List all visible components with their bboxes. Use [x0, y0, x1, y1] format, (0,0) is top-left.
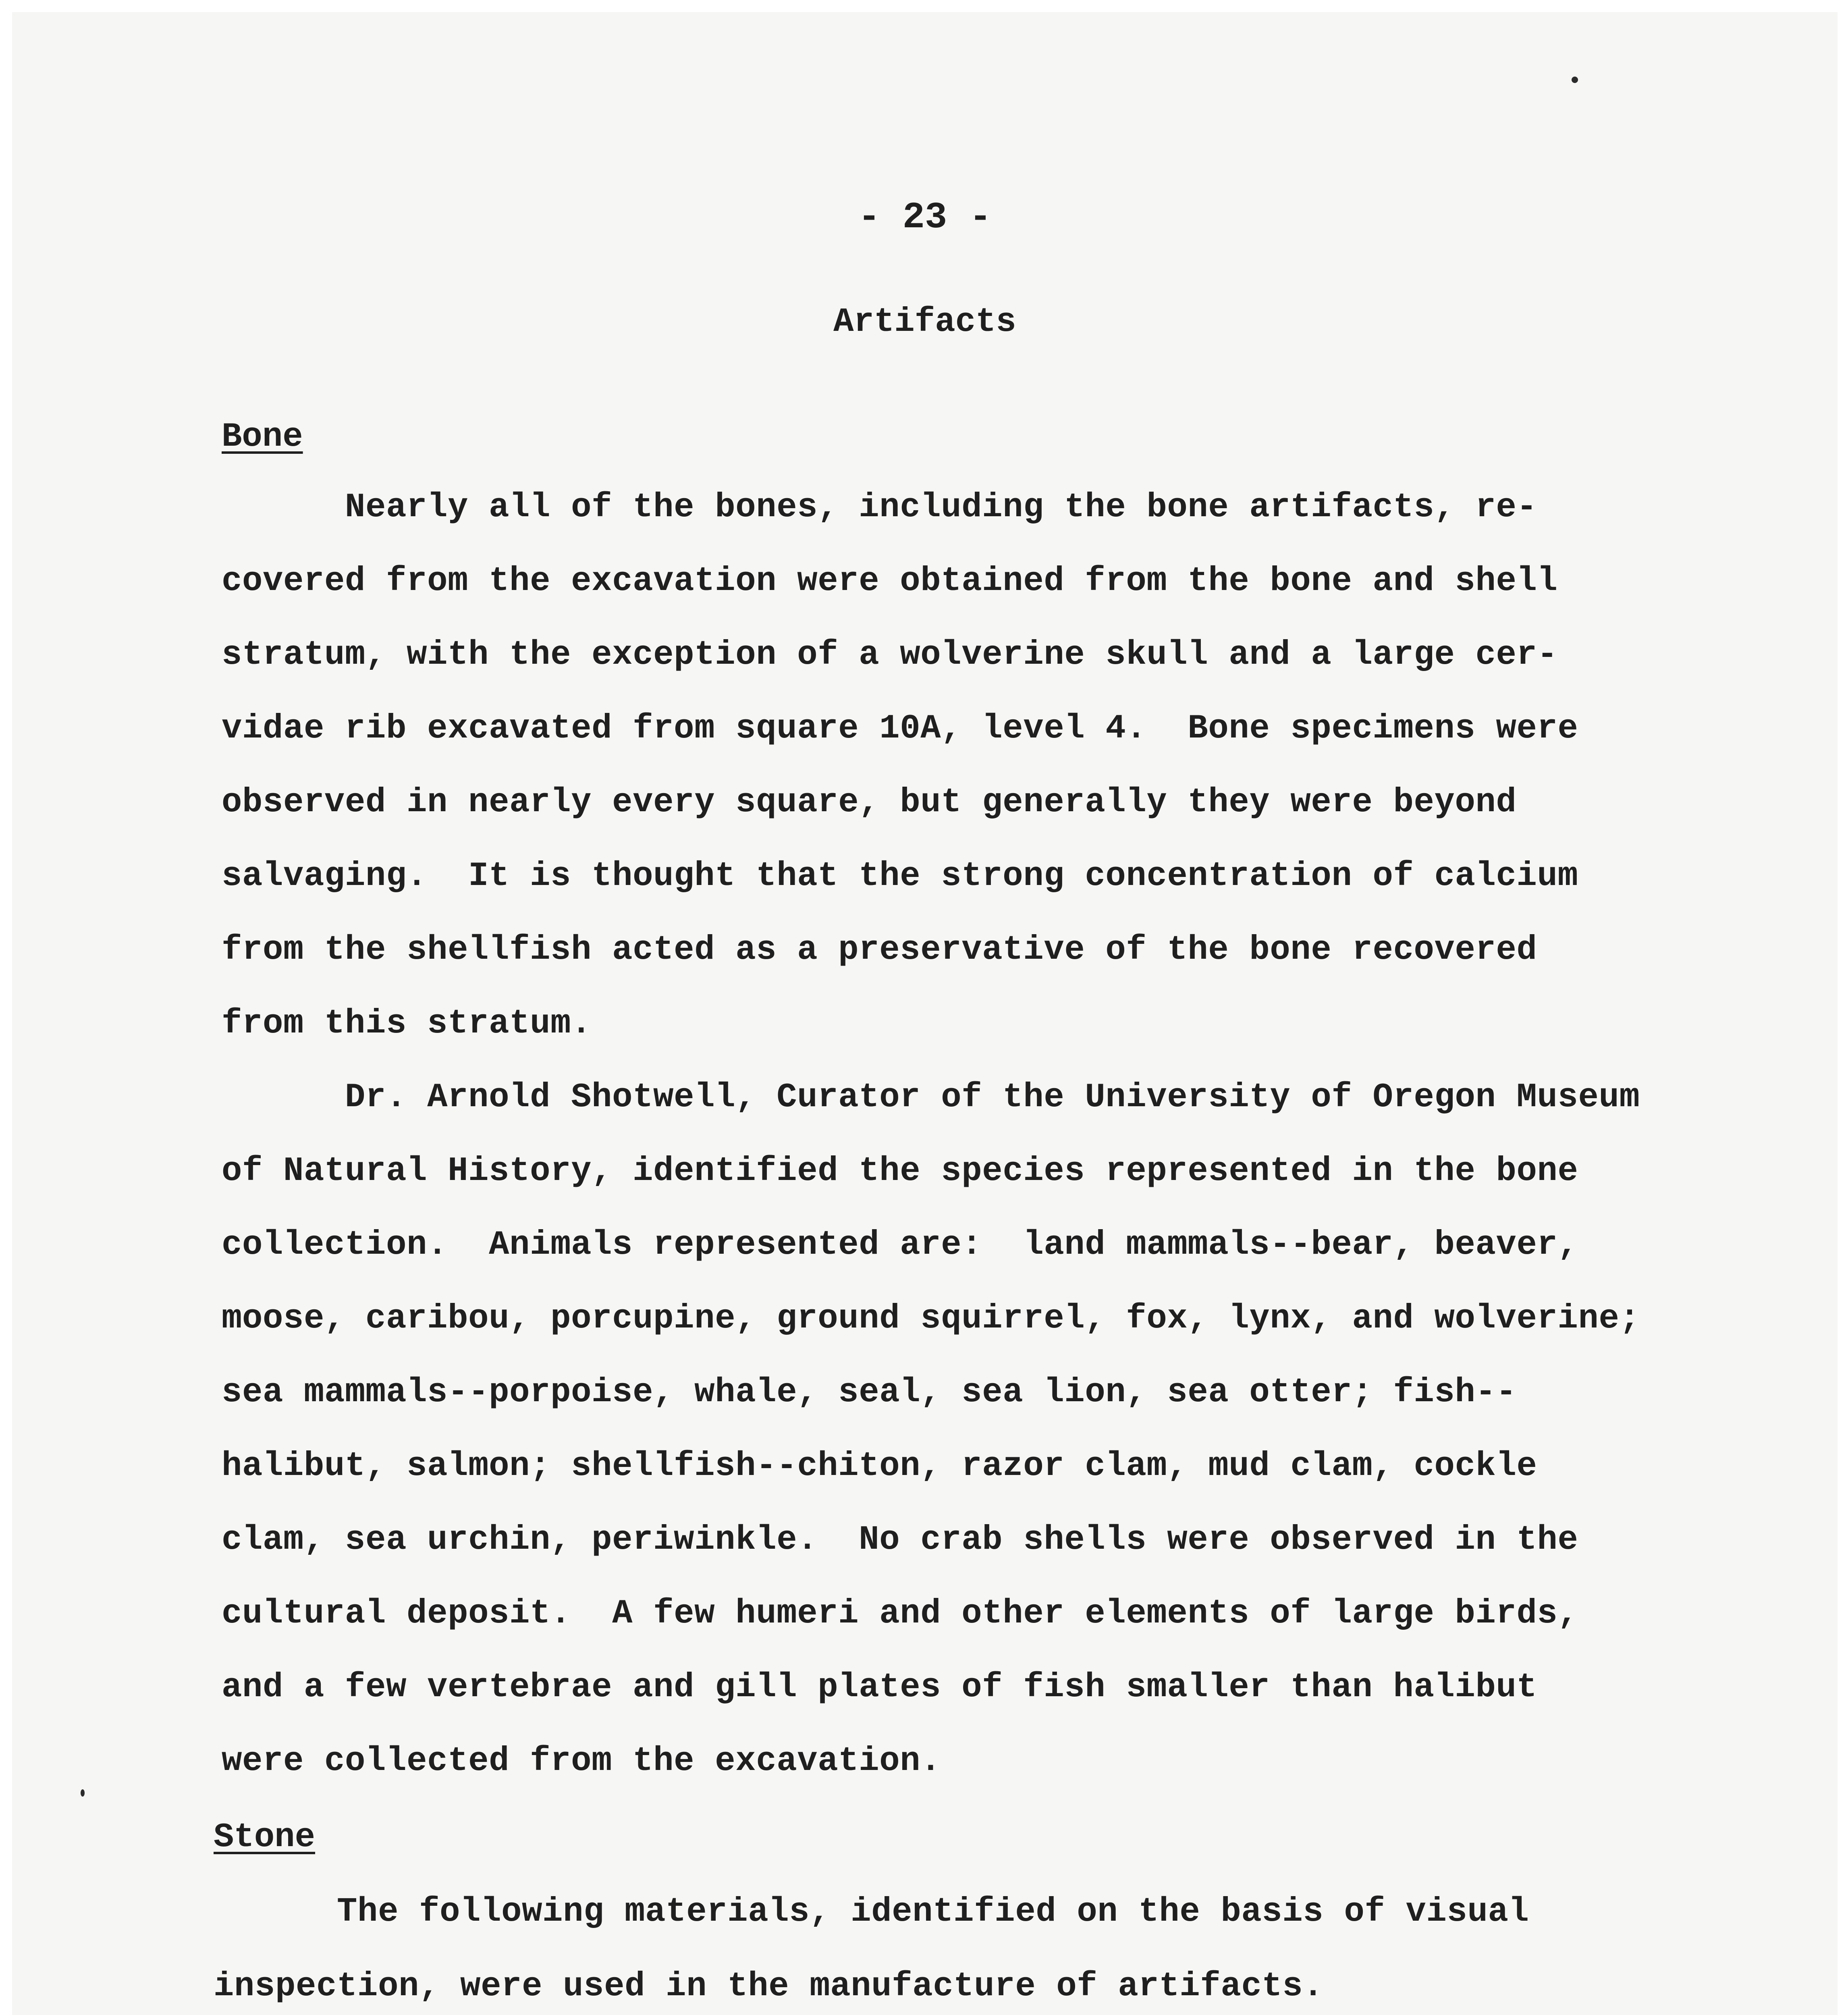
text-line: collection. Animals represented are: land mammals--bear, beaver,: [222, 1226, 1578, 1264]
text-line: from the shellfish acted as a preservative of the bone recovered: [222, 931, 1537, 969]
text-line: of Natural History, identified the species represented in the bone: [222, 1152, 1578, 1190]
text-line: moose, caribou, porcupine, ground squirrel, fox, lynx, and wolverine;: [222, 1300, 1640, 1338]
text-line: sea mammals--porpoise, whale, seal, sea lion, sea otter; fish--: [222, 1373, 1517, 1412]
heading-bone: Bone: [222, 418, 303, 456]
text-line: Nearly all of the bones, including the bone artifacts, re-: [222, 488, 1537, 527]
section-title: Artifacts: [833, 303, 1016, 341]
scan-speck: [1572, 77, 1578, 83]
text-line: clam, sea urchin, periwinkle. No crab shells were observed in the: [222, 1521, 1578, 1559]
text-line: Dr. Arnold Shotwell, Curator of the University of Oregon Museum: [222, 1078, 1640, 1117]
text-line: and a few vertebrae and gill plates of fish smaller than halibut: [222, 1668, 1537, 1707]
text-line: halibut, salmon; shellfish--chiton, razor clam, mud clam, cockle: [222, 1447, 1537, 1485]
document-page: [12, 12, 1838, 2015]
scan-speck: [81, 1789, 85, 1797]
text-line: covered from the excavation were obtained from the bone and shell: [222, 562, 1558, 600]
text-line: cultural deposit. A few humeri and other elements of large birds,: [222, 1595, 1578, 1633]
text-line: stratum, with the exception of a wolverine skull and a large cer-: [222, 636, 1558, 674]
page-number: - 23 -: [858, 196, 992, 239]
text-line: observed in nearly every square, but generally they were beyond: [222, 783, 1517, 822]
text-line: salvaging. It is thought that the strong concentration of calcium: [222, 857, 1578, 895]
text-line: from this stratum.: [222, 1005, 592, 1043]
text-line: vidae rib excavated from square 10A, level 4. Bone specimens were: [222, 710, 1578, 748]
heading-stone: Stone: [214, 1818, 316, 1857]
text-line: were collected from the excavation.: [222, 1742, 941, 1780]
text-line: The following materials, identified on the basis of visual: [214, 1893, 1529, 1931]
text-line: inspection, were used in the manufacture of artifacts.: [214, 1967, 1324, 2006]
